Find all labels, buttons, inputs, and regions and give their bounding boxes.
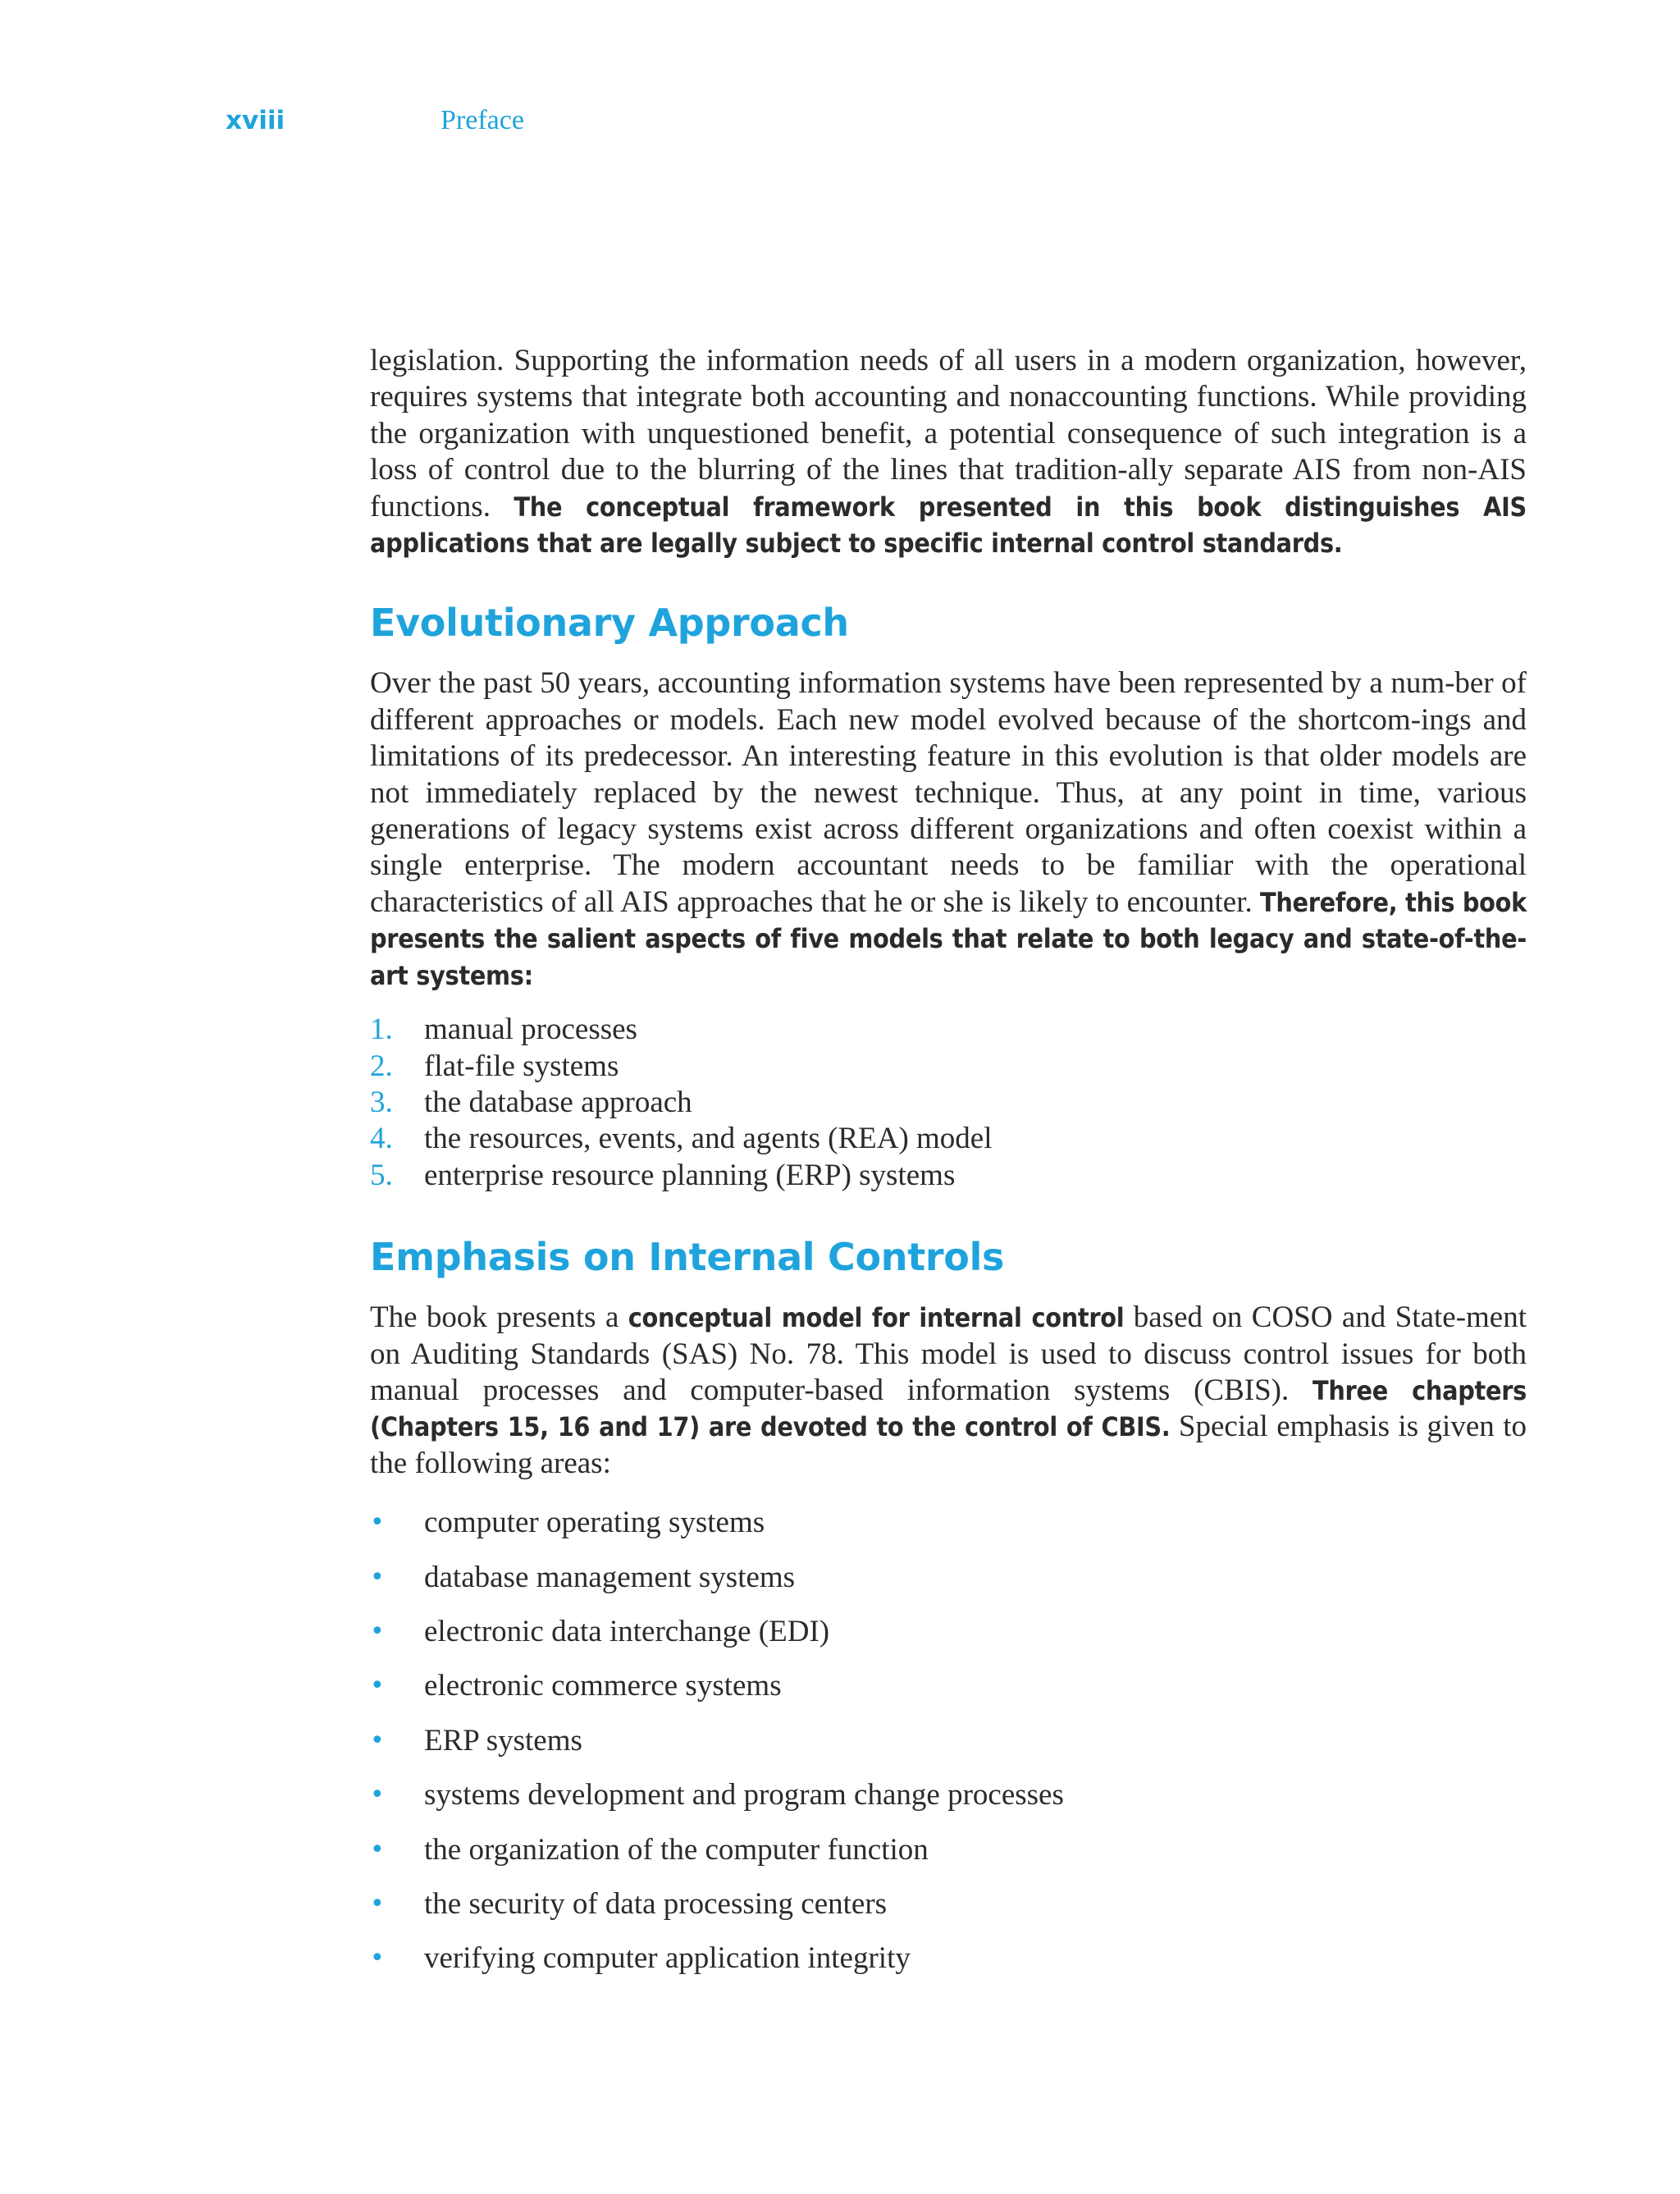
list-number: 5. — [370, 1158, 393, 1192]
bullet-icon: • — [370, 1671, 385, 1701]
list-item — [370, 1777, 1527, 1813]
intro-emphasis: The conceptual framework presented in this book distinguishes AIS applications that are legally subject to specific internal control standards. — [370, 491, 1527, 560]
list-text: electronic commerce systems — [424, 1669, 782, 1703]
evolutionary-emphasis: Therefore, this book presents the salient aspects of five models that relate to both legacy and state-of-the-art systems: — [370, 886, 1527, 991]
list-text: verifying computer application integrity — [424, 1941, 911, 1976]
list-item — [370, 1505, 1527, 1541]
list-text: enterprise resource planning (ERP) systems — [424, 1158, 956, 1192]
list-text: the database approach — [424, 1085, 692, 1119]
list-text: the organization of the computer function — [424, 1832, 929, 1867]
bullet-icon: • — [370, 1890, 385, 1918]
list-text: ERP systems — [424, 1723, 582, 1757]
intro-paragraph — [370, 343, 1527, 561]
internal-text-2: based on COSO and State-ment on Auditing Standards (SAS) No. 78. This model is used to discuss control issues for both manual processes and computer-based information systems (CBIS). — [370, 1300, 1527, 1407]
list-item — [370, 1121, 1527, 1157]
evolutionary-paragraph — [370, 665, 1527, 994]
list-number: 4. — [370, 1122, 393, 1156]
intro-text: legislation. Supporting the information needs of all users in a modern organization, however, requires systems that integrate both accounting and nonaccounting functions. While providing the organization with unquestioned benefit, a potential consequence of such integration is a loss of control due to the blurring of the lines that tradition-ally separate AIS from non-AIS functions. — [370, 344, 1527, 523]
list-item — [370, 1886, 1527, 1922]
running-section-title: Preface — [441, 105, 524, 135]
list-number: 3. — [370, 1085, 393, 1119]
bullet-icon: • — [370, 1780, 385, 1810]
list-item — [370, 1723, 1527, 1759]
internal-text-1: The book presents a — [370, 1300, 628, 1335]
list-item — [370, 1940, 1527, 1977]
bullet-icon: • — [370, 1562, 385, 1592]
list-text: electronic data interchange (EDI) — [424, 1614, 830, 1648]
list-item — [370, 1012, 1527, 1048]
heading-internal-controls: Emphasis on Internal Controls — [370, 1235, 1005, 1280]
list-text: the security of data processing centers — [424, 1887, 888, 1921]
bullet-icon: • — [370, 1508, 385, 1538]
list-item — [370, 1614, 1527, 1650]
bullet-icon: • — [370, 1725, 385, 1755]
list-number: 1. — [370, 1012, 393, 1047]
internal-emphasis-1: conceptual model for internal control — [628, 1302, 1125, 1334]
list-item — [370, 1158, 1527, 1194]
list-item — [370, 1668, 1527, 1704]
list-text: flat-file systems — [424, 1049, 619, 1083]
bullet-icon: • — [370, 1835, 385, 1864]
control-areas-list — [370, 1505, 1527, 1977]
list-item — [370, 1049, 1527, 1085]
bullet-icon: • — [370, 1616, 385, 1646]
list-item — [370, 1085, 1527, 1121]
internal-text-3: Special emphasis is given to the following areas: — [370, 1410, 1527, 1480]
evolutionary-text: Over the past 50 years, accounting information systems have been represented by a num-ber of different approaches or models. Each new model evolved because of the shortcom-ings and limitations of its predecessor. An interesting feature in this evolution is that older models are not immediately replaced by the newest technique. Thus, at any point in time, various generations of legacy systems exist across different organizations and often coexist within a single enterprise. The modern accountant needs to be familiar with the operational characteristics of all AIS approaches that he or she is likely to encounter. — [370, 666, 1527, 919]
bullet-icon: • — [370, 1944, 385, 1973]
list-text: manual processes — [424, 1012, 637, 1047]
list-item — [370, 1832, 1527, 1868]
internal-emphasis-2: Three chapters (Chapters 15, 16 and 17) are devoted to the control of CBIS. — [370, 1374, 1527, 1443]
page-number: xviii — [226, 106, 285, 135]
models-list — [370, 1012, 1527, 1194]
list-item — [370, 1560, 1527, 1596]
running-head — [226, 105, 524, 148]
internal-paragraph — [370, 1300, 1527, 1482]
list-text: systems development and program change processes — [424, 1778, 1064, 1812]
heading-evolutionary-approach: Evolutionary Approach — [370, 601, 849, 646]
list-number: 2. — [370, 1049, 393, 1083]
list-text: database management systems — [424, 1560, 796, 1594]
list-text: computer operating systems — [424, 1506, 765, 1540]
list-text: the resources, events, and agents (REA) model — [424, 1122, 993, 1156]
page-body — [370, 343, 1527, 1995]
